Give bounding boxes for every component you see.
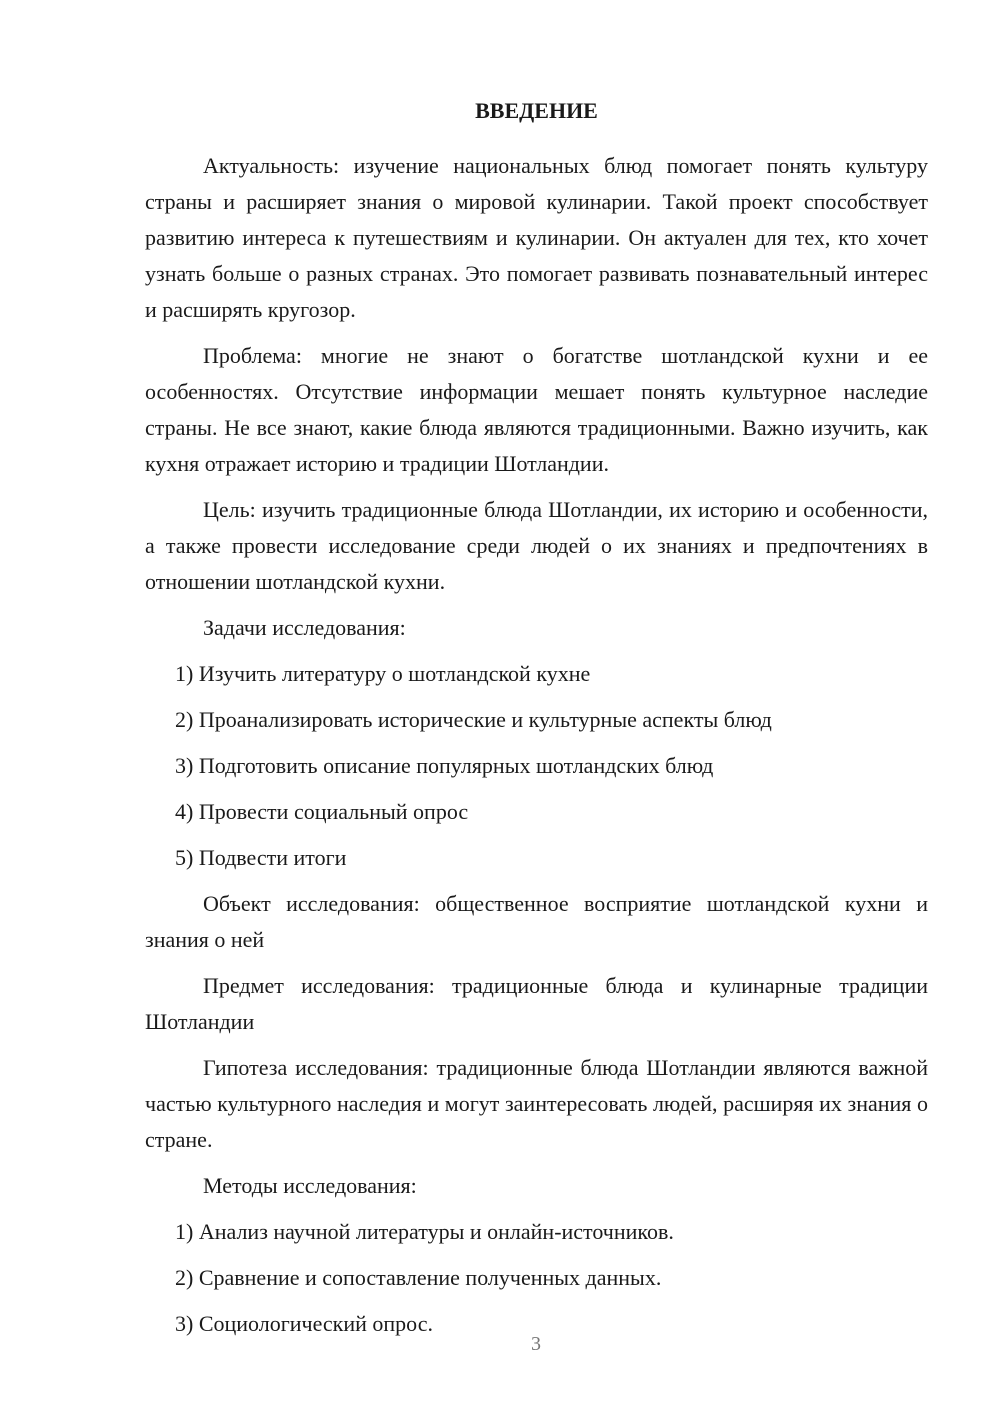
list-item: 1) Изучить литературу о шотландской кухне xyxy=(175,661,591,686)
methods-heading: Методы исследования: xyxy=(203,1173,417,1198)
tasks-heading: Задачи исследования: xyxy=(203,615,406,640)
methods-list xyxy=(145,1214,928,1342)
list-item: 2) Проанализировать исторические и культурные аспекты блюд xyxy=(175,707,772,732)
object-paragraph: Объект исследования: общественное восприятие шотландской кухни и знания о ней xyxy=(145,891,928,952)
list-item: 1) Анализ научной литературы и онлайн-источников. xyxy=(175,1219,674,1244)
document-page xyxy=(145,96,928,1352)
list-item: 2) Сравнение и сопоставление полученных данных. xyxy=(175,1265,662,1290)
document-title: ВВЕДЕНИЕ xyxy=(475,98,598,123)
hypothesis-paragraph: Гипотеза исследования: традиционные блюда Шотландии являются важной частью культурного наследия и могут заинтересовать людей, расширяя их знания о стране. xyxy=(145,1055,928,1152)
list-item: 5) Подвести итоги xyxy=(175,845,347,870)
subject-paragraph: Предмет исследования: традиционные блюда и кулинарные традиции Шотландии xyxy=(145,973,928,1034)
list-item: 4) Провести социальный опрос xyxy=(175,799,469,824)
relevance-paragraph: Актуальность: изучение национальных блюд помогает понять культуру страны и расширяет знания о мировой кулинарии. Такой проект способствует развитию интереса к путешествиям и кулинарии. Он актуален для тех, кто хочет узнать больше о разных странах. Это помогает развивать познавательный интерес и расширять кругозор. xyxy=(145,153,928,322)
goal-paragraph: Цель: изучить традиционные блюда Шотландии, их историю и особенности, а также провести исследование среди людей о их знаниях и предпочтениях в отношении шотландской кухни. xyxy=(145,497,928,594)
tasks-list xyxy=(145,656,928,876)
list-item: 3) Подготовить описание популярных шотландских блюд xyxy=(175,753,714,778)
page-number: 3 xyxy=(531,1333,541,1355)
list-item: 3) Социологический опрос. xyxy=(175,1311,433,1336)
problem-paragraph: Проблема: многие не знают о богатстве шотландской кухни и ее особенностях. Отсутствие информации мешает понять культурное наследие страны. Не все знают, какие блюда являются традиционными. Важно изучить, как кухня отражает историю и традиции Шотландии. xyxy=(145,343,928,476)
